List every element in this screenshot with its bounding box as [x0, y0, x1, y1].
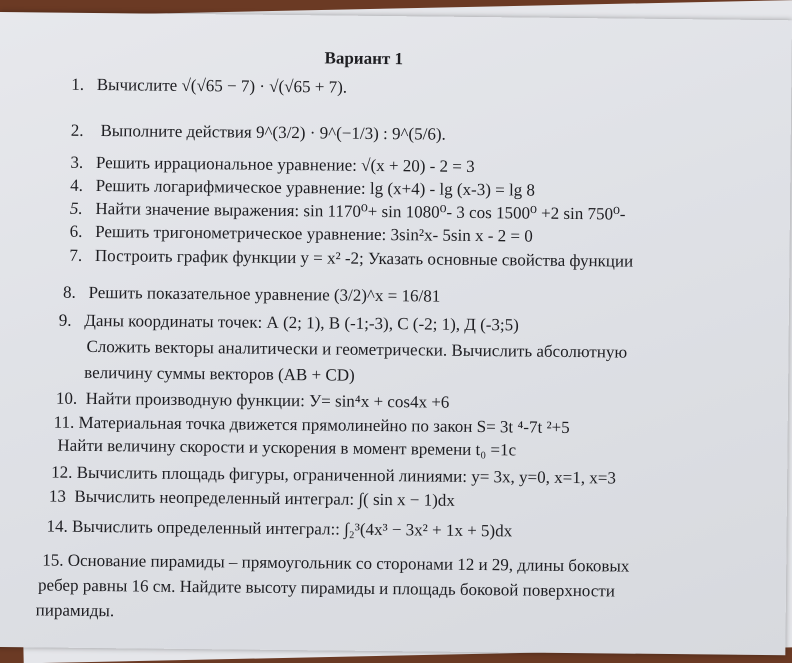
- task-5: 5. Найти значение выражения: sin 1170⁰+ sin 1080⁰- 3 cos 1500⁰ +2 sin 750⁰-: [69, 198, 626, 224]
- document-page: [0, 12, 792, 655]
- task-15-line-3: пирамиды.: [35, 600, 115, 621]
- task-8: 8. Решить показательное уравнение (3/2)^x = 16/81: [62, 282, 441, 306]
- task-14-formula: ∫₂³(4x³ − 3x² + 1x + 5)dx: [344, 519, 513, 541]
- task-2-formula: 9^(3/2) · 9^(−1/3) : 9^(5/6).: [255, 122, 446, 144]
- task-3-formula: √(x + 20) - 2 = 3: [361, 155, 475, 176]
- task-11-line-2: Найти величину скорости и ускорения в момент времени t₀ =1с: [57, 435, 517, 460]
- task-9: 9. Даны координаты точек: А (2; 1), В (-1;-3), С (-2; 1), Д (-3;5): [58, 310, 519, 335]
- task-9-line-3: величину суммы векторов (AB + CD): [84, 362, 355, 385]
- task-6-formula: 3sin²x- 5sin x - 2 = 0: [390, 225, 533, 246]
- task-6: 6. Решить тригонометрическое уравнение: 3sin²x- 5sin x - 2 = 0: [69, 221, 533, 246]
- task-9-line-2: Сложить векторы аналитически и геометрически. Вычислить абсолютную: [86, 336, 628, 362]
- task-13: 13 Вычислить неопределенный интеграл: ∫( sin x − 1)dx: [48, 486, 455, 510]
- task-3: 3. Решить иррациональное уравнение: √(x + 20) - 2 = 3: [70, 152, 475, 176]
- task-9-vector-sum: (AB + CD): [277, 364, 355, 385]
- task-2: 2. Выполните действия 9^(3/2) · 9^(−1/3) : 9^(5/6).: [70, 120, 446, 144]
- task-4: 4. Решить логарифмическое уравнение: lg (x+4) - lg (x-3) = lg 8: [70, 175, 536, 200]
- task-1: 1. Вычислите √(√65 − 7) · √(√65 + 7).: [71, 74, 348, 97]
- task-14: 14. Вычислить определенный интеграл:: ∫₂³(4x³ − 3x² + 1x + 5)dx: [46, 516, 513, 541]
- task-8-formula: (3/2)^x = 16/81: [333, 285, 441, 306]
- task-12: 12. Вычислить площадь фигуры, ограниченной линиями: y= 3x, y=0, x=1, x=3: [51, 462, 616, 488]
- task-15: 15. Основание пирамиды – прямоугольник со сторонами 12 и 29, длины боковых: [42, 550, 630, 576]
- page-title: Вариант 1: [324, 48, 404, 69]
- task-1-formula: √(√65 − 7) · √(√65 + 7).: [181, 75, 348, 97]
- task-13-formula: ∫( sin x − 1)dx: [358, 489, 455, 510]
- task-15-line-2: ребер равны 16 см. Найдите высоту пирамиды и площадь боковой поверхности: [37, 575, 615, 601]
- task-11: 11. Материальная точка движется прямолинейно по закон S= 3t ⁴-7t ²+5: [53, 412, 570, 437]
- task-10: 10. Найти производную функции: У= sin⁴x + cos4x +6: [55, 388, 450, 412]
- task-7: 7. Построить график функции y = x² -2; Указать основные свойства функции: [69, 245, 634, 271]
